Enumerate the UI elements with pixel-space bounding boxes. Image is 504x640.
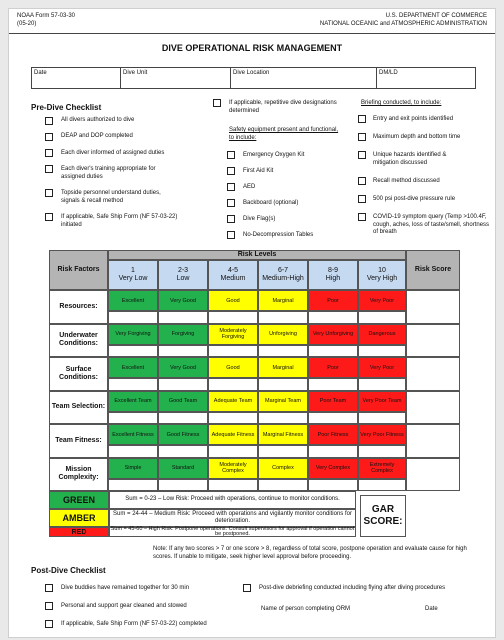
risk-cell-blank [258, 445, 308, 458]
checkbox[interactable] [45, 149, 53, 157]
risk-cell-blank [358, 345, 406, 358]
checklist-item: If applicable, repetitive dive designations determined [229, 100, 337, 114]
form-sheet [8, 8, 496, 638]
risk-cell-blank [108, 479, 158, 492]
date-field[interactable]: Date [34, 70, 47, 76]
checkbox[interactable] [45, 165, 53, 173]
level-col-5: 8-9 High [308, 260, 358, 290]
gar-score-label: GAR SCORE: [360, 495, 406, 537]
level-col-2: 2-3 Low [158, 260, 208, 290]
risk-cell-blank [308, 345, 358, 358]
risk-cell-blank [308, 412, 358, 425]
risk-cell-blank [258, 479, 308, 492]
date-label[interactable]: Date [425, 606, 438, 612]
legend-red: RED [49, 527, 109, 537]
risk-cell-blank [208, 445, 258, 458]
checklist-item: Topside personnel understand duties, signals & recall method [61, 190, 161, 204]
checkbox[interactable] [358, 115, 366, 123]
risk-factor-label: Resources: [49, 290, 108, 324]
risk-cell-blank [108, 445, 158, 458]
level-col-3: 4-5 Medium [208, 260, 258, 290]
risk-cell-blank [208, 345, 258, 358]
risk-cell[interactable]: Marginal Team [258, 391, 308, 412]
checkbox[interactable] [45, 584, 53, 592]
risk-score-input[interactable] [406, 391, 460, 425]
risk-cell-blank [158, 345, 208, 358]
risk-cell[interactable]: Poor [308, 357, 358, 378]
safety-equipment-heading: Safety equipment present and functional, to include: [229, 127, 339, 141]
checkbox[interactable] [358, 213, 366, 221]
checklist-item: DEAP and DOP completed [61, 133, 133, 139]
risk-cell[interactable]: Simple [108, 458, 158, 479]
form-date: (05-20) [17, 21, 37, 27]
risk-cell-blank [258, 412, 308, 425]
legend-red-text: Sum = 45-60 – High Risk: Postpone operations. Consult supervisors for approval if operation cannot be postponed. [110, 525, 355, 537]
info-fields [31, 67, 476, 89]
risk-cell[interactable]: Forgiving [158, 324, 208, 345]
risk-cell-blank [208, 378, 258, 391]
name-label[interactable]: Name of person completing ORM [261, 606, 351, 612]
post-dive-title: Post-Dive Checklist [31, 566, 106, 575]
risk-cell-blank [208, 311, 258, 324]
legend-amber: AMBER [49, 509, 109, 527]
checkbox[interactable] [243, 584, 251, 592]
risk-score-input[interactable] [406, 458, 460, 492]
risk-cell[interactable]: Extremely Complex [358, 458, 406, 479]
risk-cell-blank [258, 311, 308, 324]
level-col-1: 1 Very Low [108, 260, 158, 290]
risk-cell[interactable]: Excellent [108, 357, 158, 378]
department: U.S. DEPARTMENT OF COMMERCE [385, 13, 487, 19]
risk-factor-label: Team Selection: [49, 391, 108, 425]
risk-cell-blank [308, 479, 358, 492]
checkbox[interactable] [227, 167, 235, 175]
risk-cell[interactable]: Adequate Team [208, 391, 258, 412]
risk-cell-blank [258, 378, 308, 391]
risk-cell[interactable]: Unforgiving [258, 324, 308, 345]
risk-cell[interactable]: Very Forgiving [108, 324, 158, 345]
level-col-4: 6-7 Medium-High [258, 260, 308, 290]
risk-cell-blank [158, 378, 208, 391]
risk-cell[interactable]: Complex [258, 458, 308, 479]
risk-cell-blank [158, 479, 208, 492]
risk-cell[interactable]: Very Poor [358, 290, 406, 311]
checkbox[interactable] [358, 195, 366, 203]
risk-cell[interactable]: Adequate Fitness [208, 424, 258, 445]
checkbox[interactable] [227, 199, 235, 207]
risk-cell-blank [158, 445, 208, 458]
risk-cell[interactable]: Poor Fitness [308, 424, 358, 445]
risk-cell[interactable]: Very Poor Fitness [358, 424, 406, 445]
checkbox[interactable] [227, 231, 235, 239]
checkbox[interactable] [45, 133, 53, 141]
agency: NATIONAL OCEANIC and ATMOSPHERIC ADMINISTRATION [319, 21, 487, 27]
risk-cell-blank [108, 378, 158, 391]
legend-green: GREEN [49, 491, 109, 509]
risk-cell-blank [258, 345, 308, 358]
risk-factors-header: Risk Factors [49, 250, 108, 290]
risk-cell-blank [308, 311, 358, 324]
risk-cell-blank [208, 412, 258, 425]
risk-score-input[interactable] [406, 424, 460, 458]
checklist-item: Backboard (optional) [243, 200, 299, 206]
checkbox[interactable] [45, 213, 53, 221]
risk-cell-blank [158, 311, 208, 324]
risk-cell[interactable]: Excellent Fitness [108, 424, 158, 445]
risk-cell-blank [308, 378, 358, 391]
checkbox[interactable] [45, 189, 53, 197]
checklist-item: AED [243, 184, 256, 190]
risk-cell[interactable]: Good Fitness [158, 424, 208, 445]
header-divider [9, 33, 495, 34]
risk-levels-header: Risk Levels [108, 250, 406, 260]
note-text: Note: If any two scores > 7 or one score > 8, regardless of total score, postpone operation and evaluate cause for high scores. If unable to mitigate, seek higher level approval before proceeding. [153, 546, 467, 560]
risk-cell[interactable]: Good Team [158, 391, 208, 412]
checklist-item: Recall method discussed [373, 178, 440, 184]
checkbox[interactable] [358, 177, 366, 185]
post-dive-item: If applicable, Safe Ship Form (NF 57-03-22) completed [61, 621, 207, 627]
checklist-item: Each diver's training appropriate for assigned duties [61, 166, 156, 180]
checkbox[interactable] [213, 99, 221, 107]
checklist-item: Maximum depth and bottom time [373, 134, 461, 140]
legend-green-text: Sum = 0-23 – Low Risk: Proceed with operations, continue to monitor conditions. [109, 491, 356, 509]
checklist-item: No-Decompression Tables [243, 232, 314, 238]
legend-amber-text: Sum = 24-44 – Medium Risk: Proceed with operations and vigilantly monitor conditions for deterioration. [109, 509, 356, 527]
briefing-heading: Briefing conducted, to include: [361, 100, 442, 106]
risk-factor-label: Mission Complexity: [49, 458, 108, 492]
risk-factor-label: Underwater Conditions: [49, 324, 108, 358]
risk-cell[interactable]: Moderately Complex [208, 458, 258, 479]
risk-cell-blank [108, 412, 158, 425]
risk-cell[interactable]: Very Good [158, 290, 208, 311]
risk-factor-label: Surface Conditions: [49, 357, 108, 391]
post-dive-item: Post-dive debriefing conducted including flying after diving procedures [259, 585, 446, 591]
checklist-item: Emergency Oxygen Kit [243, 152, 305, 158]
checkbox[interactable] [358, 151, 366, 159]
risk-cell[interactable]: Very Good [158, 357, 208, 378]
risk-cell-blank [358, 445, 406, 458]
risk-cell-blank [358, 311, 406, 324]
risk-cell[interactable]: Excellent [108, 290, 158, 311]
risk-cell[interactable]: Good [208, 357, 258, 378]
page-title: DIVE OPERATIONAL RISK MANAGEMENT [161, 43, 343, 53]
risk-cell[interactable]: Excellent Team [108, 391, 158, 412]
risk-cell-blank [358, 412, 406, 425]
checklist-item: If applicable, Safe Ship Form (NF 57-03-22) initiated [61, 214, 178, 228]
dm-ld-field[interactable]: DM/LD [379, 70, 398, 76]
checklist-item: Unique hazards identified & mitigation discussed [373, 152, 447, 166]
checklist-item: Dive Flag(s) [243, 216, 276, 222]
risk-cell[interactable]: Very Poor Team [358, 391, 406, 412]
risk-cell[interactable]: Moderately Forgiving [208, 324, 258, 345]
checkbox[interactable] [227, 215, 235, 223]
risk-matrix [49, 250, 460, 537]
risk-cell-blank [358, 378, 406, 391]
checkbox[interactable] [358, 133, 366, 141]
risk-score-input[interactable] [406, 324, 460, 358]
risk-score-input[interactable] [406, 290, 460, 324]
checkbox[interactable] [45, 602, 53, 610]
risk-cell-blank [358, 479, 406, 492]
risk-cell-blank [208, 479, 258, 492]
checklist-item: COVID-19 symptom query (Temp >100.4F, cough, aches, loss of taste/smell, shortness of breath [373, 214, 490, 235]
risk-cell-blank [308, 445, 358, 458]
risk-cell[interactable]: Poor [308, 290, 358, 311]
dive-location-field[interactable]: Dive Location [233, 70, 270, 76]
risk-factor-label: Team Fitness: [49, 424, 108, 458]
pre-dive-title: Pre-Dive Checklist [31, 103, 102, 112]
dive-unit-field[interactable]: Dive Unit [123, 70, 148, 76]
checkbox[interactable] [45, 117, 53, 125]
checklist-item: Each diver informed of assigned duties [61, 150, 165, 156]
post-dive-item: Personal and support gear cleaned and stowed [61, 603, 187, 609]
checklist-item: Entry and exit points identified [373, 116, 454, 122]
risk-cell[interactable]: Poor Team [308, 391, 358, 412]
risk-cell[interactable]: Very Complex [308, 458, 358, 479]
checkbox[interactable] [227, 151, 235, 159]
checklist-item: First Aid Kit [243, 168, 274, 174]
risk-score-header: Risk Score [406, 250, 460, 290]
checkbox[interactable] [45, 620, 53, 628]
checklist-item: 500 psi post-dive pressure rule [373, 196, 456, 202]
risk-cell[interactable]: Dangerous [358, 324, 406, 345]
risk-cell-blank [158, 412, 208, 425]
risk-cell[interactable]: Very Unforgiving [308, 324, 358, 345]
post-dive-item: Dive buddies have remained together for 30 min [61, 585, 190, 591]
checklist-item: All divers authorized to dive [61, 117, 135, 123]
risk-cell[interactable]: Very Poor [358, 357, 406, 378]
risk-score-input[interactable] [406, 357, 460, 391]
level-col-6: 10 Very High [358, 260, 406, 290]
risk-cell[interactable]: Marginal [258, 357, 308, 378]
risk-cell-blank [108, 311, 158, 324]
risk-cell[interactable]: Marginal Fitness [258, 424, 308, 445]
risk-cell-blank [108, 345, 158, 358]
risk-cell[interactable]: Marginal [258, 290, 308, 311]
risk-cell[interactable]: Good [208, 290, 258, 311]
form-number: NOAA Form 57-03-30 [17, 13, 76, 19]
checkbox[interactable] [227, 183, 235, 191]
risk-cell[interactable]: Standard [158, 458, 208, 479]
